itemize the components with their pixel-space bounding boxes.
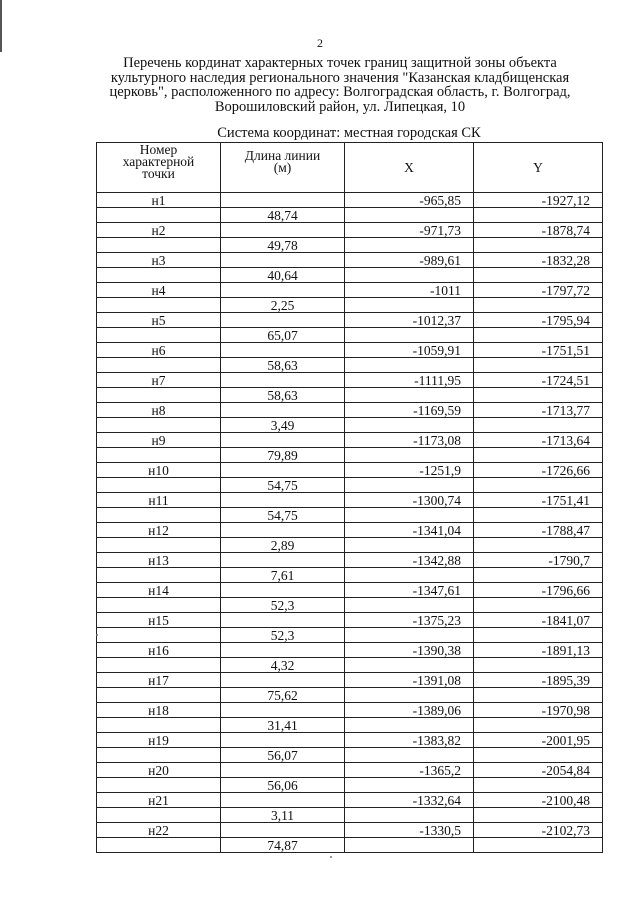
point-id: н22 bbox=[97, 823, 221, 838]
point-y: -1726,66 bbox=[474, 463, 603, 478]
empty-x-cell bbox=[345, 628, 474, 643]
table-header-row bbox=[97, 143, 603, 193]
table-row bbox=[97, 448, 603, 463]
table-row bbox=[97, 718, 603, 733]
empty-x-cell bbox=[345, 208, 474, 223]
table-row bbox=[97, 463, 603, 478]
point-y: -1724,51 bbox=[474, 373, 603, 388]
point-x: -1111,95 bbox=[345, 373, 474, 388]
empty-length-cell bbox=[221, 823, 345, 838]
empty-y-cell bbox=[474, 478, 603, 493]
empty-length-cell bbox=[221, 703, 345, 718]
table-row bbox=[97, 673, 603, 688]
segment-length: 52,3 bbox=[221, 598, 345, 613]
empty-length-cell bbox=[221, 493, 345, 508]
header-length-line-1: Длина линии bbox=[244, 148, 321, 163]
point-y: -1795,94 bbox=[474, 313, 603, 328]
point-id: н13 bbox=[97, 553, 221, 568]
header-y: Y bbox=[474, 143, 603, 193]
empty-y-cell bbox=[474, 388, 603, 403]
segment-length: 74,87 bbox=[221, 838, 345, 853]
point-x: -1169,59 bbox=[345, 403, 474, 418]
point-y: -2102,73 bbox=[474, 823, 603, 838]
point-id: н8 bbox=[97, 403, 221, 418]
point-y: -1788,47 bbox=[474, 523, 603, 538]
point-x: -1365,2 bbox=[345, 763, 474, 778]
empty-point-cell bbox=[97, 298, 221, 313]
empty-y-cell bbox=[474, 238, 603, 253]
empty-x-cell bbox=[345, 238, 474, 253]
empty-y-cell bbox=[474, 628, 603, 643]
point-id: н15 bbox=[97, 613, 221, 628]
point-id: н7 bbox=[97, 373, 221, 388]
title-line-3: церковь", расположенного по адресу: Волгоградская область, г. Волгоград, bbox=[109, 84, 571, 100]
empty-x-cell bbox=[345, 328, 474, 343]
table-row bbox=[97, 313, 603, 328]
empty-length-cell bbox=[221, 373, 345, 388]
empty-x-cell bbox=[345, 358, 474, 373]
segment-length: 79,89 bbox=[221, 448, 345, 463]
empty-length-cell bbox=[221, 313, 345, 328]
empty-x-cell bbox=[345, 538, 474, 553]
table-row bbox=[97, 598, 603, 613]
table-row bbox=[97, 823, 603, 838]
empty-length-cell bbox=[221, 793, 345, 808]
empty-length-cell bbox=[221, 553, 345, 568]
point-id: н17 bbox=[97, 673, 221, 688]
point-y: -1751,51 bbox=[474, 343, 603, 358]
empty-point-cell bbox=[97, 478, 221, 493]
segment-length: 65,07 bbox=[221, 328, 345, 343]
empty-y-cell bbox=[474, 298, 603, 313]
table-row bbox=[97, 628, 603, 643]
empty-y-cell bbox=[474, 448, 603, 463]
point-x: -1389,06 bbox=[345, 703, 474, 718]
point-id: н10 bbox=[97, 463, 221, 478]
empty-point-cell bbox=[97, 508, 221, 523]
empty-x-cell bbox=[345, 448, 474, 463]
point-id: н16 bbox=[97, 643, 221, 658]
table-row bbox=[97, 433, 603, 448]
empty-x-cell bbox=[345, 748, 474, 763]
table-row bbox=[97, 208, 603, 223]
table-row bbox=[97, 328, 603, 343]
table-row bbox=[97, 688, 603, 703]
empty-x-cell bbox=[345, 568, 474, 583]
point-y: -1970,98 bbox=[474, 703, 603, 718]
empty-x-cell bbox=[345, 838, 474, 853]
empty-point-cell bbox=[97, 778, 221, 793]
empty-x-cell bbox=[345, 688, 474, 703]
empty-length-cell bbox=[221, 223, 345, 238]
header-point-line-2: характерной bbox=[122, 154, 195, 169]
scan-speck bbox=[330, 856, 332, 858]
point-x: -1173,08 bbox=[345, 433, 474, 448]
table-row bbox=[97, 478, 603, 493]
segment-length: 4,32 bbox=[221, 658, 345, 673]
empty-x-cell bbox=[345, 388, 474, 403]
coordinates-table bbox=[96, 142, 603, 853]
empty-x-cell bbox=[345, 808, 474, 823]
empty-x-cell bbox=[345, 508, 474, 523]
segment-length: 58,63 bbox=[221, 358, 345, 373]
empty-x-cell bbox=[345, 478, 474, 493]
table-row bbox=[97, 613, 603, 628]
point-y: -1832,28 bbox=[474, 253, 603, 268]
table-body bbox=[97, 193, 603, 853]
table-row bbox=[97, 238, 603, 253]
point-y: -2001,95 bbox=[474, 733, 603, 748]
empty-length-cell bbox=[221, 643, 345, 658]
table-row bbox=[97, 193, 603, 208]
table-row bbox=[97, 388, 603, 403]
point-id: н1 bbox=[97, 193, 221, 208]
point-x: -1375,23 bbox=[345, 613, 474, 628]
empty-y-cell bbox=[474, 838, 603, 853]
point-x: -1347,61 bbox=[345, 583, 474, 598]
table-row bbox=[97, 253, 603, 268]
point-x: -1391,08 bbox=[345, 673, 474, 688]
empty-point-cell bbox=[97, 538, 221, 553]
title-line-4: Ворошиловский район, ул. Липецкая, 10 bbox=[214, 98, 466, 115]
point-x: -1251,9 bbox=[345, 463, 474, 478]
header-x: X bbox=[345, 143, 474, 193]
empty-x-cell bbox=[345, 658, 474, 673]
table-row bbox=[97, 748, 603, 763]
point-y: -1878,74 bbox=[474, 223, 603, 238]
point-y: -1713,77 bbox=[474, 403, 603, 418]
table-row bbox=[97, 298, 603, 313]
point-y: -1797,72 bbox=[474, 283, 603, 298]
point-id: н5 bbox=[97, 313, 221, 328]
empty-y-cell bbox=[474, 778, 603, 793]
empty-y-cell bbox=[474, 418, 603, 433]
empty-point-cell bbox=[97, 238, 221, 253]
segment-length: 2,25 bbox=[221, 298, 345, 313]
point-y: -1751,41 bbox=[474, 493, 603, 508]
point-x: -989,61 bbox=[345, 253, 474, 268]
empty-x-cell bbox=[345, 298, 474, 313]
header-point-line-1: Номер bbox=[139, 142, 178, 157]
title-line-2: культурного наследия регионального значения "Казанская кладбищенская bbox=[110, 69, 570, 86]
header-length-line-2: (м) bbox=[273, 160, 292, 175]
empty-point-cell bbox=[97, 328, 221, 343]
point-id: н19 bbox=[97, 733, 221, 748]
point-id: н3 bbox=[97, 253, 221, 268]
empty-y-cell bbox=[474, 538, 603, 553]
point-y: -1790,7 bbox=[474, 553, 603, 568]
point-id: н20 bbox=[97, 763, 221, 778]
empty-point-cell bbox=[97, 448, 221, 463]
point-id: н14 bbox=[97, 583, 221, 598]
empty-y-cell bbox=[474, 568, 603, 583]
empty-point-cell bbox=[97, 268, 221, 283]
empty-y-cell bbox=[474, 508, 603, 523]
point-id: н12 bbox=[97, 523, 221, 538]
table-row bbox=[97, 838, 603, 853]
point-x: -1330,5 bbox=[345, 823, 474, 838]
empty-point-cell bbox=[97, 388, 221, 403]
point-x: -965,85 bbox=[345, 193, 474, 208]
table-row bbox=[97, 418, 603, 433]
empty-y-cell bbox=[474, 808, 603, 823]
point-x: -1300,74 bbox=[345, 493, 474, 508]
point-y: -1895,39 bbox=[474, 673, 603, 688]
segment-length: 56,07 bbox=[221, 748, 345, 763]
point-id: н9 bbox=[97, 433, 221, 448]
empty-x-cell bbox=[345, 778, 474, 793]
point-y: -1713,64 bbox=[474, 433, 603, 448]
empty-point-cell bbox=[97, 208, 221, 223]
empty-x-cell bbox=[345, 268, 474, 283]
empty-length-cell bbox=[221, 283, 345, 298]
table-row bbox=[97, 523, 603, 538]
table-row bbox=[97, 283, 603, 298]
empty-point-cell bbox=[97, 568, 221, 583]
empty-y-cell bbox=[474, 688, 603, 703]
empty-length-cell bbox=[221, 583, 345, 598]
empty-y-cell bbox=[474, 328, 603, 343]
title-line-1: Перечень кординат характерных точек границ защитной зоны объекта bbox=[123, 55, 557, 71]
table-row bbox=[97, 508, 603, 523]
point-id: н6 bbox=[97, 343, 221, 358]
empty-x-cell bbox=[345, 718, 474, 733]
empty-point-cell bbox=[97, 598, 221, 613]
segment-length: 31,41 bbox=[221, 718, 345, 733]
point-x: -1012,37 bbox=[345, 313, 474, 328]
empty-x-cell bbox=[345, 598, 474, 613]
point-id: н21 bbox=[97, 793, 221, 808]
empty-y-cell bbox=[474, 748, 603, 763]
segment-length: 54,75 bbox=[221, 508, 345, 523]
empty-point-cell bbox=[97, 718, 221, 733]
empty-point-cell bbox=[97, 838, 221, 853]
segment-length: 52,3 bbox=[221, 628, 345, 643]
empty-point-cell bbox=[97, 358, 221, 373]
empty-length-cell bbox=[221, 673, 345, 688]
scan-speck bbox=[96, 634, 98, 636]
table-row bbox=[97, 733, 603, 748]
empty-y-cell bbox=[474, 658, 603, 673]
header-point-number bbox=[97, 143, 221, 193]
segment-length: 49,78 bbox=[221, 238, 345, 253]
coordinate-system-label: Система координат: местная городская СК bbox=[217, 125, 481, 141]
empty-point-cell bbox=[97, 658, 221, 673]
segment-length: 54,75 bbox=[221, 478, 345, 493]
point-id: н2 bbox=[97, 223, 221, 238]
table-row bbox=[97, 343, 603, 358]
table-row bbox=[97, 778, 603, 793]
point-x: -1011 bbox=[345, 283, 474, 298]
segment-length: 48,74 bbox=[221, 208, 345, 223]
segment-length: 56,06 bbox=[221, 778, 345, 793]
empty-length-cell bbox=[221, 253, 345, 268]
point-y: -1927,12 bbox=[474, 193, 603, 208]
empty-length-cell bbox=[221, 433, 345, 448]
table-row bbox=[97, 703, 603, 718]
empty-length-cell bbox=[221, 463, 345, 478]
point-id: н4 bbox=[97, 283, 221, 298]
empty-y-cell bbox=[474, 598, 603, 613]
empty-y-cell bbox=[474, 208, 603, 223]
empty-length-cell bbox=[221, 523, 345, 538]
table-row bbox=[97, 553, 603, 568]
point-y: -1891,13 bbox=[474, 643, 603, 658]
table-row bbox=[97, 373, 603, 388]
empty-length-cell bbox=[221, 763, 345, 778]
segment-length: 3,49 bbox=[221, 418, 345, 433]
table-row bbox=[97, 763, 603, 778]
empty-x-cell bbox=[345, 418, 474, 433]
empty-point-cell bbox=[97, 808, 221, 823]
segment-length: 58,63 bbox=[221, 388, 345, 403]
empty-length-cell bbox=[221, 733, 345, 748]
page-number: 2 bbox=[317, 36, 323, 50]
point-x: -971,73 bbox=[345, 223, 474, 238]
point-x: -1059,91 bbox=[345, 343, 474, 358]
empty-length-cell bbox=[221, 193, 345, 208]
empty-length-cell bbox=[221, 403, 345, 418]
empty-y-cell bbox=[474, 718, 603, 733]
table-row bbox=[97, 268, 603, 283]
point-y: -2100,48 bbox=[474, 793, 603, 808]
segment-length: 3,11 bbox=[221, 808, 345, 823]
point-x: -1342,88 bbox=[345, 553, 474, 568]
empty-point-cell bbox=[97, 688, 221, 703]
segment-length: 2,89 bbox=[221, 538, 345, 553]
empty-point-cell bbox=[97, 628, 221, 643]
document-title bbox=[70, 56, 610, 114]
point-id: н18 bbox=[97, 703, 221, 718]
point-x: -1341,04 bbox=[345, 523, 474, 538]
point-y: -2054,84 bbox=[474, 763, 603, 778]
table-row bbox=[97, 808, 603, 823]
header-line-length bbox=[221, 143, 345, 193]
table-row bbox=[97, 643, 603, 658]
empty-point-cell bbox=[97, 418, 221, 433]
segment-length: 40,64 bbox=[221, 268, 345, 283]
empty-length-cell bbox=[221, 343, 345, 358]
table-row bbox=[97, 358, 603, 373]
empty-y-cell bbox=[474, 358, 603, 373]
empty-y-cell bbox=[474, 268, 603, 283]
point-x: -1390,38 bbox=[345, 643, 474, 658]
point-y: -1796,66 bbox=[474, 583, 603, 598]
point-id: н11 bbox=[97, 493, 221, 508]
point-x: -1332,64 bbox=[345, 793, 474, 808]
table-row bbox=[97, 403, 603, 418]
table-row bbox=[97, 583, 603, 598]
table-row bbox=[97, 223, 603, 238]
empty-point-cell bbox=[97, 748, 221, 763]
segment-length: 75,62 bbox=[221, 688, 345, 703]
empty-length-cell bbox=[221, 613, 345, 628]
header-point-line-3: точки bbox=[142, 166, 175, 181]
table-row bbox=[97, 568, 603, 583]
table-row bbox=[97, 493, 603, 508]
table-row bbox=[97, 658, 603, 673]
table-row bbox=[97, 793, 603, 808]
segment-length: 7,61 bbox=[221, 568, 345, 583]
point-x: -1383,82 bbox=[345, 733, 474, 748]
point-y: -1841,07 bbox=[474, 613, 603, 628]
table-row bbox=[97, 538, 603, 553]
